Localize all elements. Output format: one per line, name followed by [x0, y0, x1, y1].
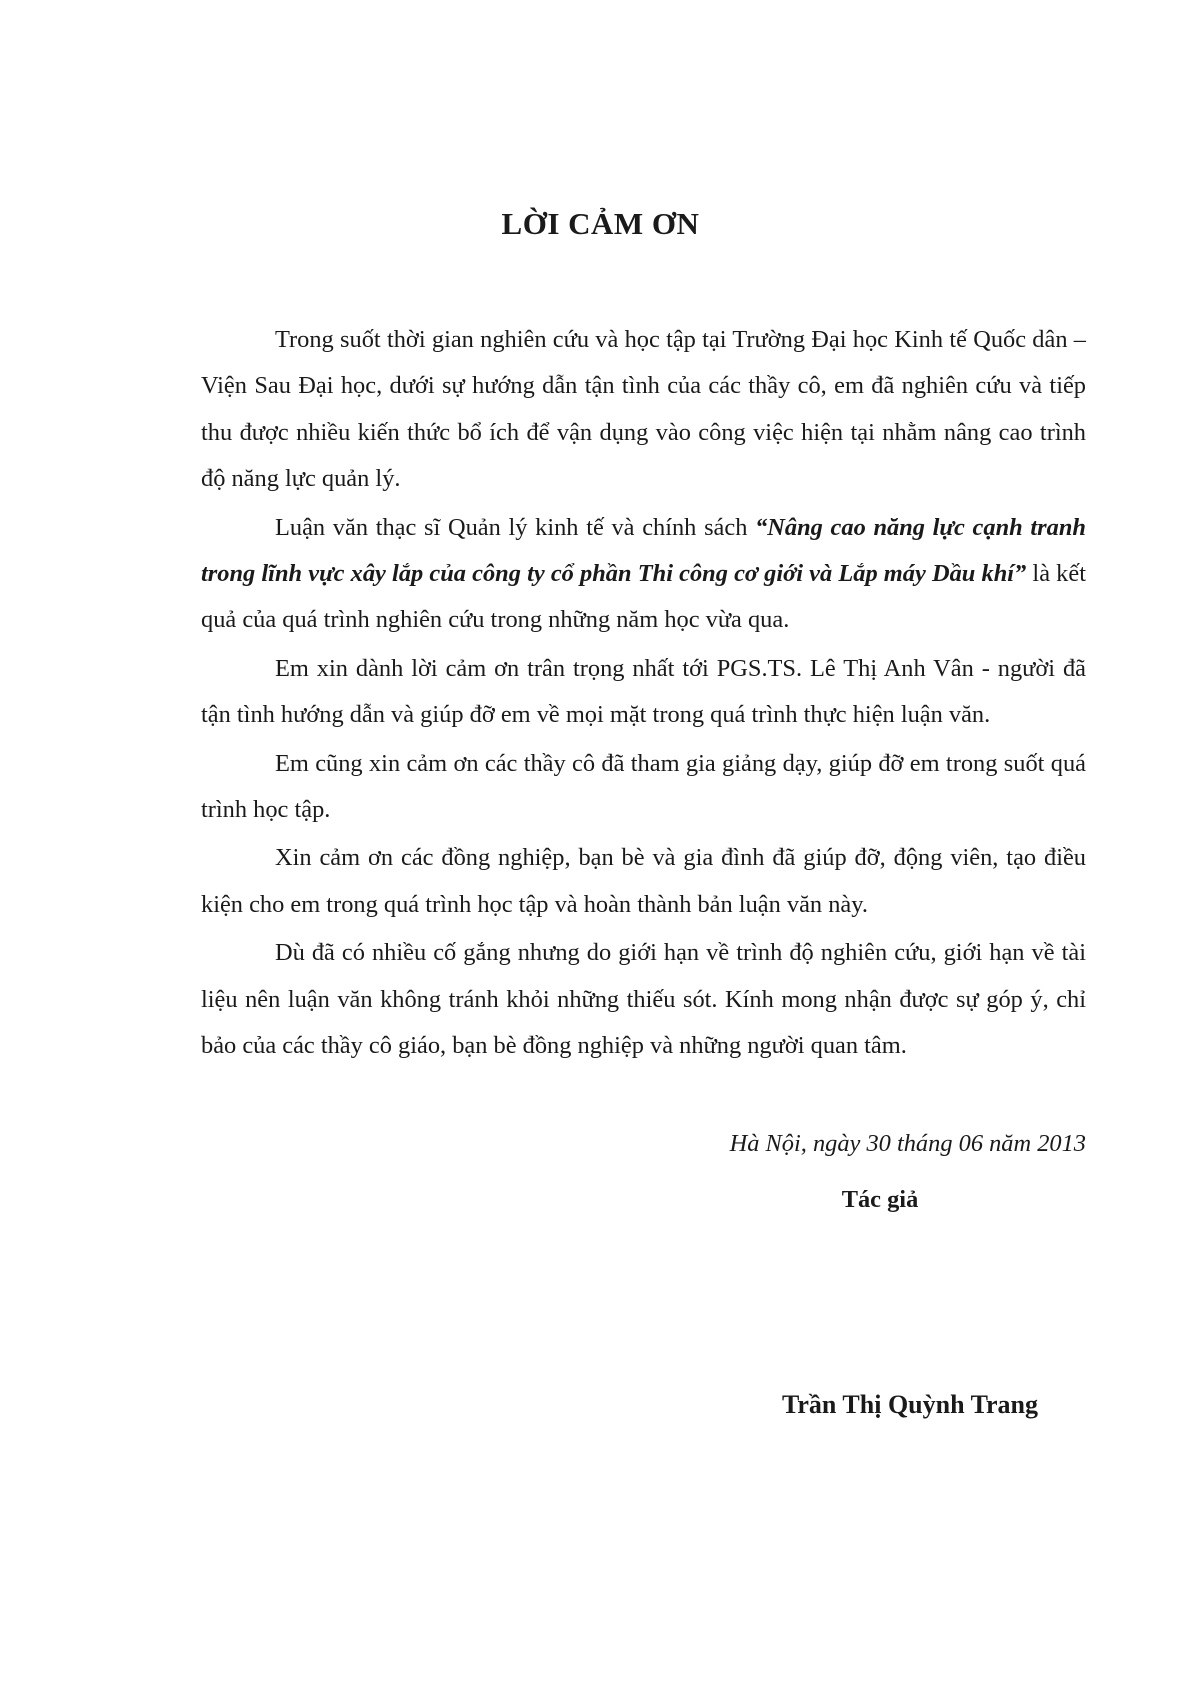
paragraph-study: Trong suốt thời gian nghiên cứu và học tập tại Trường Đại học Kinh tế Quốc dân – Viện Sau Đại học, dưới sự hướng dẫn tận tình của các thầy cô, em đã nghiên cứu và tiếp thu được nhiều kiến thức bổ ích để vận dụng vào công việc hiện tại nhằm nâng cao trình độ năng lực quản lý. — [201, 326, 1086, 493]
paragraph-family: Xin cảm ơn các đồng nghiệp, bạn bè và gia đình đã giúp đỡ, động viên, tạo điều kiện cho em trong quá trình học tập và hoàn thành bản luận văn này. — [201, 844, 1086, 918]
author-label: Tác giả — [841, 1186, 919, 1213]
place-date: Hà Nội, ngày 30 tháng 06 năm 2013 — [729, 1130, 1086, 1157]
acknowledgement-body — [201, 317, 1086, 1070]
thesis-lead-text: Luận văn thạc sĩ Quản lý kinh tế và chính sách — [275, 513, 756, 541]
paragraph-thesis — [201, 505, 1086, 644]
thesis-title: “Nâng cao năng lực cạnh tranh trong lĩnh vực xây lắp của công ty cổ phần Thi công cơ giới và Lắp máy Dầu khí” — [201, 513, 1086, 588]
page-title: LỜI CẢM ƠN — [501, 206, 700, 241]
paragraph-limitations: Dù đã có nhiều cố gắng nhưng do giới hạn về trình độ nghiên cứu, giới hạn về tài liệu nên luận văn không tránh khỏi những thiếu sót. Kính mong nhận được sự góp ý, chỉ bảo của các thầy cô giáo, bạn bè đồng nghiệp và những người quan tâm. — [201, 939, 1086, 1060]
paragraph-advisor: Em xin dành lời cảm ơn trân trọng nhất tới PGS.TS. Lê Thị Anh Vân - người đã tận tình hướng dẫn và giúp đỡ em về mọi mặt trong quá trình thực hiện luận văn. — [201, 654, 1086, 729]
thesis-tail-text: là kết quả của quá trình nghiên cứu trong những năm học vừa qua. — [201, 560, 1086, 634]
paragraph-teachers: Em cũng xin cảm ơn các thầy cô đã tham gia giảng dạy, giúp đỡ em trong suốt quá trình học tập. — [201, 749, 1086, 824]
author-name: Trần Thị Quỳnh Trang — [781, 1390, 1038, 1419]
